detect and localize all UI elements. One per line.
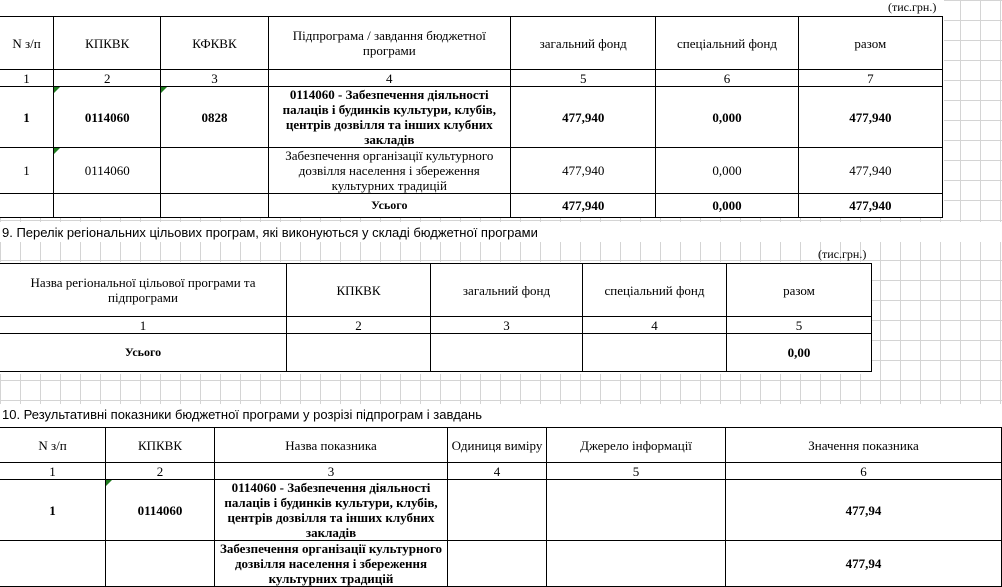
col-number: 4 — [583, 317, 727, 334]
header-kpkvk: КПКВК — [106, 428, 215, 463]
row-kpkvk: 0114060 — [54, 148, 161, 194]
row-kfkvk: 0828 — [161, 87, 268, 148]
col-number: 5 — [547, 463, 726, 480]
total-label: Усього — [0, 334, 287, 372]
col-number: 7 — [798, 70, 942, 87]
col-number: 3 — [161, 70, 268, 87]
header-kpkvk: КПКВК — [54, 17, 161, 70]
row-total: 477,940 — [798, 87, 942, 148]
row-unit — [448, 541, 547, 587]
row-source — [547, 480, 726, 541]
table-row — [0, 480, 1002, 541]
header-total: разом — [798, 17, 942, 70]
header-n: N з/п — [0, 428, 106, 463]
header-kfkvk: КФКВК — [161, 17, 268, 70]
header-unit: Одиниця виміру — [448, 428, 547, 463]
col-number: 3 — [431, 317, 583, 334]
row-n — [0, 541, 106, 587]
header-special-fund: спеціальний фонд — [583, 264, 727, 317]
col-number: 6 — [726, 463, 1002, 480]
total-row — [0, 194, 943, 218]
total-total: 477,940 — [798, 194, 942, 218]
row-kpkvk — [106, 541, 215, 587]
row-n: 1 — [0, 87, 54, 148]
row-general: 477,940 — [511, 87, 656, 148]
total-total: 0,00 — [727, 334, 872, 372]
row-value: 477,94 — [726, 480, 1002, 541]
section-9-unit-label: (тис.грн.) — [818, 247, 867, 261]
row-name: Забезпечення організації культурного дозвілля населення і збереження культурних традицій — [215, 541, 448, 587]
header-indicator-name: Назва показника — [215, 428, 448, 463]
col-number: 5 — [727, 317, 872, 334]
row-n: 1 — [0, 480, 106, 541]
row-name: 0114060 - Забезпечення діяльності палаців і будинків культури, клубів, центрів дозвілля та інших клубних закладів — [215, 480, 448, 541]
col-number: 3 — [215, 463, 448, 480]
col-number: 4 — [448, 463, 547, 480]
table-row — [0, 148, 943, 194]
table-row — [0, 541, 1002, 587]
total-general: 477,940 — [511, 194, 656, 218]
header-kpkvk: КПКВК — [287, 264, 431, 317]
header-source: Джерело інформації — [547, 428, 726, 463]
col-number: 4 — [268, 70, 511, 87]
header-general-fund: загальний фонд — [511, 17, 656, 70]
col-number: 2 — [287, 317, 431, 334]
table-row — [0, 87, 943, 148]
row-unit — [448, 480, 547, 541]
regional-programs-table — [0, 263, 872, 372]
header-n: N з/п — [0, 17, 54, 70]
header-subprogram: Підпрограма / завдання бюджетної програми — [268, 17, 511, 70]
col-number: 6 — [656, 70, 798, 87]
section-10-title: 10. Результативні показники бюджетної програми у розрізі підпрограм і завдань — [2, 407, 482, 422]
row-general: 477,940 — [511, 148, 656, 194]
header-value: Значення показника — [726, 428, 1002, 463]
row-total: 477,940 — [798, 148, 942, 194]
header-special-fund: спеціальний фонд — [656, 17, 798, 70]
unit-label: (тис.грн.) — [888, 0, 937, 14]
row-special: 0,000 — [656, 87, 798, 148]
total-label: Усього — [268, 194, 511, 218]
row-n: 1 — [0, 148, 54, 194]
row-special: 0,000 — [656, 148, 798, 194]
header-program-name: Назва регіональної цільової програми та підпрограми — [0, 264, 287, 317]
col-number: 2 — [106, 463, 215, 480]
budget-subprogram-table — [0, 16, 943, 218]
row-value: 477,94 — [726, 541, 1002, 587]
row-source — [547, 541, 726, 587]
col-number: 5 — [511, 70, 656, 87]
col-number: 1 — [0, 463, 106, 480]
header-general-fund: загальний фонд — [431, 264, 583, 317]
row-kfkvk — [161, 148, 268, 194]
total-special: 0,000 — [656, 194, 798, 218]
section-9-title: 9. Перелік регіональних цільових програм, які виконуються у складі бюджетної програми — [2, 225, 538, 240]
row-kpkvk: 0114060 — [106, 480, 215, 541]
total-row — [0, 334, 872, 372]
col-number: 2 — [54, 70, 161, 87]
row-name: Забезпечення організації культурного дозвілля населення і збереження культурних традицій — [268, 148, 511, 194]
header-total: разом — [727, 264, 872, 317]
performance-indicators-table — [0, 427, 1002, 587]
row-kpkvk: 0114060 — [54, 87, 161, 148]
col-number: 1 — [0, 317, 287, 334]
row-name: 0114060 - Забезпечення діяльності палаців і будинків культури, клубів, центрів дозвілля та iнших клубних закладів — [268, 87, 511, 148]
col-number: 1 — [0, 70, 54, 87]
